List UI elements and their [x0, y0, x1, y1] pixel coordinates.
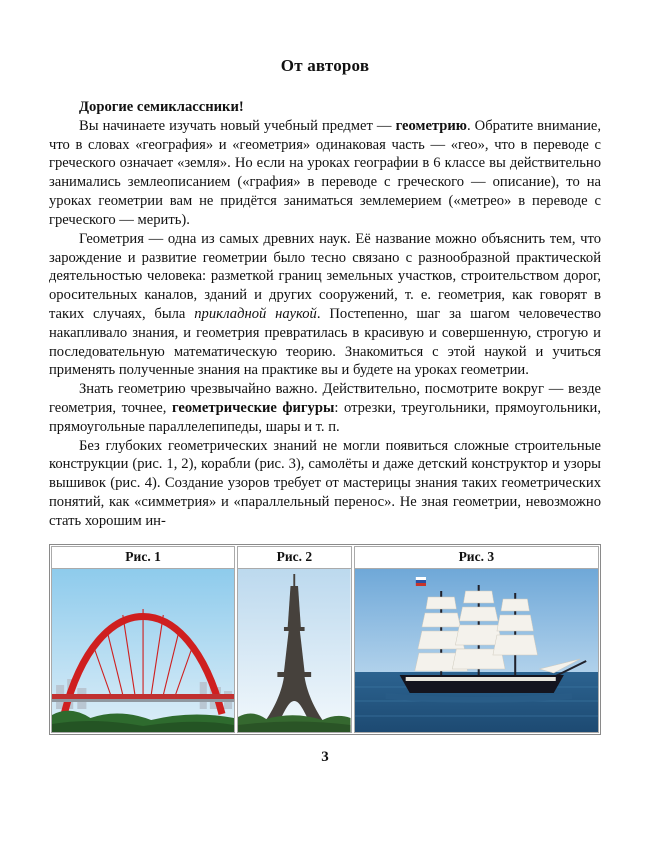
- bold-term-geometry: геометрию: [395, 117, 467, 134]
- italic-term-applied-science: прикладной наукой: [194, 305, 317, 322]
- text-run: . Постепенно, шаг за шагом человечество накапливало знания, и геометрия превратилась в красивую и совершенную, строгую и последовательную математическую теорию. Знакомиться с этой наукой и учиться применять полученные знания на практике вы и будете на уроках геометрии.: [49, 305, 602, 379]
- paragraph-history: [49, 230, 601, 381]
- figure-1: [51, 546, 235, 733]
- text-run: : отрезки, треугольники, прямоугольники, прямоугольные параллелепипеды, шары и т. п.: [49, 400, 602, 435]
- text-run: . Обратите внимание, что в словах «география» и «геометрия» одинаковая часть — «гео», что в переводе с греческого означает «земля». Но если на уроках географии в 6 классе вы действительно занимались землеописанием («графия» в переводе с греческого — описание), то на уроках геометрии вам не придётся заниматься землемерием («метрео» в переводе с греческого — мерить).: [49, 117, 602, 228]
- text-run: Вы начинаете изучать новый учебный предмет —: [79, 117, 396, 134]
- bridge-illustration: [52, 569, 234, 732]
- figure-2-label: Рис. 2: [238, 547, 351, 569]
- body-text: [49, 98, 601, 531]
- eiffel-tower-photo: [238, 569, 351, 732]
- bold-term-geometric-figures: геометрические фигуры: [171, 400, 335, 416]
- page-title: От авторов: [280, 56, 370, 75]
- page-number: 3: [321, 748, 329, 765]
- sailing-ship-illustration: [355, 569, 598, 732]
- text-run: Знать геометрию чрезвычайно важно. Действительно, посмотрите вокруг — везде геометрия, точнее,: [49, 381, 601, 416]
- paragraph-applications: Без глубоких геометрических знаний не могли появиться сложные строительные конструкции (рис. 1, 2), корабли (рис. 3), самолёты и даже детский конструктор и узоры вышивок (рис. 4). Создание узоров требует от мастерицы знания таких геометрических понятий, как «симметрия» и «параллельный перенос». Не зная геометрии, невозможно стать хорошим ин-: [49, 437, 601, 529]
- eiffel-tower-illustration: [238, 569, 351, 732]
- figure-strip: [49, 544, 601, 735]
- paragraph-intro-geometry: [49, 117, 601, 230]
- sailing-ship-photo: [355, 569, 598, 732]
- paragraph-importance: [49, 380, 601, 436]
- figure-3: [354, 546, 599, 733]
- figure-1-label: Рис. 1: [52, 547, 234, 569]
- text-run: Геометрия — одна из самых древних наук. Её название можно объяснить тем, что зарождение и развитие геометрии было тесно связано с разнообразной практической деятельностью человека: разметкой границ земельных участков, строительством дорог, оросительных каналов, зданий и других сооружений, т. е. геометрия, как говорят в таких случаях, была: [49, 230, 601, 322]
- bridge-photo: [52, 569, 234, 732]
- figure-3-label: Рис. 3: [355, 547, 598, 569]
- figure-2: [237, 546, 352, 733]
- greeting-paragraph: Дорогие семиклассники!: [79, 99, 244, 115]
